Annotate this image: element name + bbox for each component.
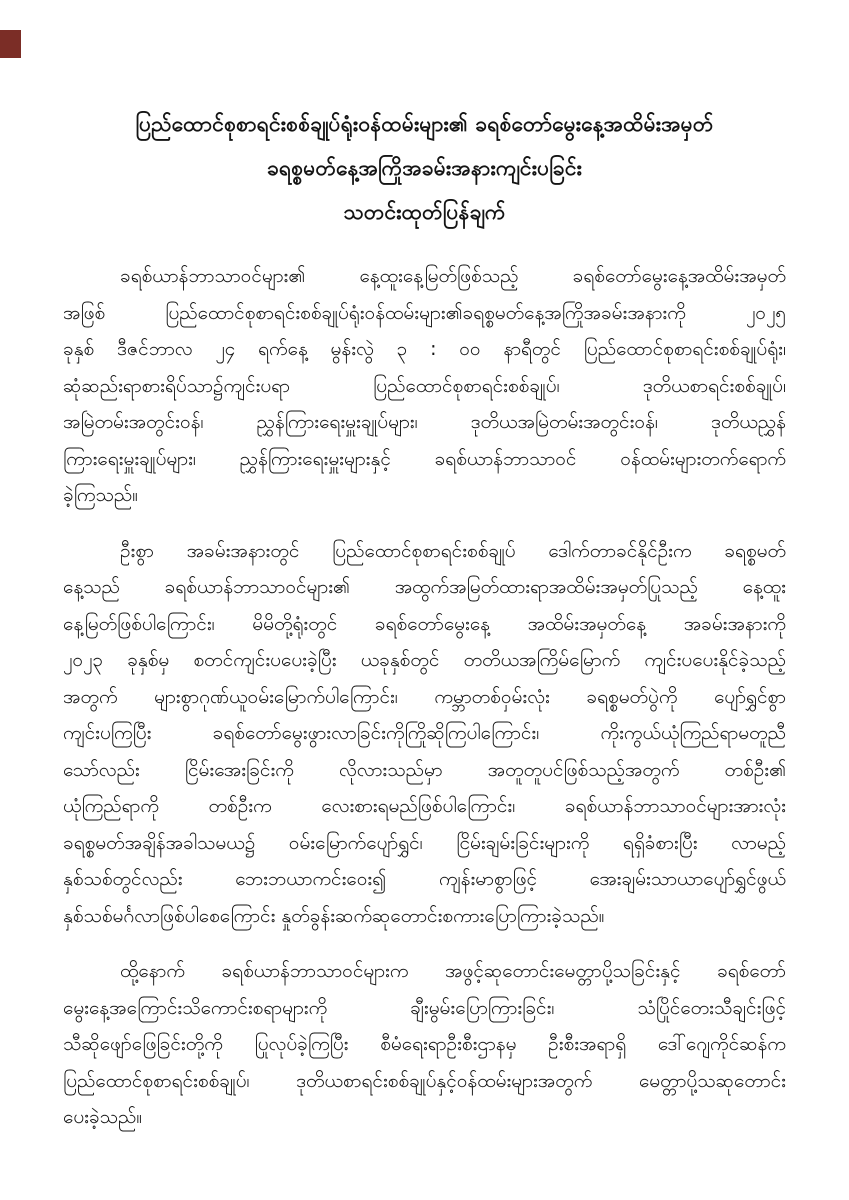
body-line: ခုနှစ် ဒီဇင်ဘာလ ၂၄ ရက်နေ့ မွန်းလွဲ ၃ : ၀၀ နာရီတွင် ပြည်ထောင်စုစာရင်းစစ်ချုပ်ရုံး၊ [63,338,786,360]
body-line: ယုံကြည်ရာကို တစ်ဦးက လေးစားရမည်ဖြစ်ပါကြောင်း၊ ခရစ်ယာန်ဘာသာဝင်များအားလုံး [63,795,786,817]
body-line: နှစ်သစ်မင်္ဂလာဖြစ်ပါစေကြောင်း နှုတ်ခွန်းဆက်ဆုတောင်းစကားပြောကြားခဲ့သည်။ [63,904,605,927]
document-content [63,102,786,1155]
body-line: ၂၀၂၃ ခုနှစ်မှ စတင်ကျင်းပပေးခဲ့ပြီး ယခုနှစ်တွင် တတိယအကြိမ်မြောက် ကျင်းပပေးနိုင်ခဲ့သည့် [63,649,786,671]
body-line: နေ့သည် ခရစ်ယာန်ဘာသာဝင်များ၏ အထွက်အမြတ်ထားရာအထိမ်းအမှတ်ပြုသည့် နေ့ထူး [63,576,786,598]
body-line: ပေးခဲ့သည်။ [63,1106,143,1128]
body-line: ခရစ်ယာန်ဘာသာဝင်များ၏ နေ့ထူးနေ့မြတ်ဖြစ်သည့် ခရစ်တော်မွေးနေ့အထိမ်းအမှတ် [120,265,786,287]
paragraph-3 [63,953,786,1136]
scan-corner-artifact [0,30,21,58]
body-line: အမြဲတမ်းအတွင်းဝန်၊ ညွှန်ကြားရေးမှူးချုပ်များ၊ ဒုတိယအမြဲတမ်းအတွင်းဝန်၊ ဒုတိယညွှန် [63,411,786,433]
body-line: ထို့နောက် ခရစ်ယာန်ဘာသာဝင်များက အဖွင့်ဆုတောင်းမေတ္တာပို့သခြင်းနှင့် ခရစ်တော် [120,960,786,982]
title-line-3: သတင်းထုတ်ပြန်ချက် [343,200,506,224]
document-title [63,102,786,234]
body-line: ကြားရေးမှူးချုပ်များ၊ ညွှန်ကြားရေးမှူးများနှင့် ခရစ်ယာန်ဘာသာဝင် ဝန်ထမ်းများတက်ရောက် [63,447,786,470]
body-line: ဆုံဆည်းရာစားရိပ်သာ၌ကျင်းပရာ ပြည်ထောင်စုစာရင်းစစ်ချုပ်၊ ဒုတိယစာရင်းစစ်ချုပ်၊ [63,374,786,397]
body-line: ခရစ္စမတ်အချိန်အခါသမယ၌ ဝမ်းမြောက်ပျော်ရွှင်၊ ငြိမ်းချမ်းခြင်းများကို ရရှိခံစားပြီး လာမည့် [63,831,786,854]
body-line: အဖြစ် ပြည်ထောင်စုစာရင်းစစ်ချုပ်ရုံးဝန်ထမ်းများ၏ခရစ္စမတ်နေ့အကြိုအခမ်းအနားကို ၂၀၂၅ [63,301,786,324]
body-line: ခဲ့ကြသည်။ [63,484,138,506]
title-line-1: ပြည်ထောင်စုစာရင်းစစ်ချုပ်ရုံးဝန်ထမ်းများ၏ ခရစ်တော်မွေးနေ့အထိမ်းအမှတ် [135,112,714,136]
body-line: နှစ်သစ်တွင်လည်း ဘေးဘယာကင်းဝေး၍ ကျန်းမာစွာဖြင့် အေးချမ်းသာယာပျော်ရွှင်ဖွယ် [63,868,786,890]
paragraph-2 [63,533,786,935]
body-line: ဦးစွာ အခမ်းအနားတွင် ပြည်ထောင်စုစာရင်းစစ်ချုပ် ဒေါက်တာခင်နိုင်ဦးက ခရစ္စမတ် [120,539,786,562]
body-line: ပြည်ထောင်စုစာရင်းစစ်ချုပ်၊ ဒုတိယစာရင်းစစ်ချုပ်နှင့်ဝန်ထမ်းများအတွက် မေတ္တာပို့သဆုတောင်း [63,1069,786,1092]
body-line: သီဆိုဖျော်ဖြေခြင်းတို့ကို ပြုလုပ်ခဲ့ကြပြီး စီမံရေးရာဦးစီးဌာနမှ ဦးစီးအရာရှိ ဒေါ်ဂျေကိုင်ဆန်က [63,1033,786,1055]
body-line: နေ့မြတ်ဖြစ်ပါကြောင်း၊ မိမိတို့ရုံးတွင် ခရစ်တော်မွေးနေ့ အထိမ်းအမှတ်နေ့ အခမ်းအနားကို [63,612,786,635]
paragraph-1 [63,258,786,514]
body-line: သော်လည်း ငြိမ်းအေးခြင်းကို လိုလားသည်မှာ အတူတူပင်ဖြစ်သည့်အတွက် တစ်ဦး၏ [63,758,786,781]
body-line: မွေးနေ့အကြောင်းသိကောင်းစရာများကို ချီးမွမ်းပြောကြားခြင်း၊ သံပြိုင်တေးသီချင်းဖြင့် [63,996,786,1019]
body-line: ကျင်းပကြပြီး ခရစ်တော်မွေးဖွားလာခြင်းကိုကြိုဆိုကြပါကြောင်း၊ ကိုးကွယ်ယုံကြည်ရာမတူညီ [63,722,786,744]
title-line-2: ခရစ္စမတ်နေ့အကြိုအခမ်းအနားကျင်းပခြင်း [266,156,583,180]
body-line: အတွက် များစွာဂုဏ်ယူဝမ်းမြောက်ပါကြောင်း၊ ကမ္ဘာတစ်ဝှမ်းလုံး ခရစ္စမတ်ပွဲကို ပျော်ရွှင်စွာ [63,685,786,708]
